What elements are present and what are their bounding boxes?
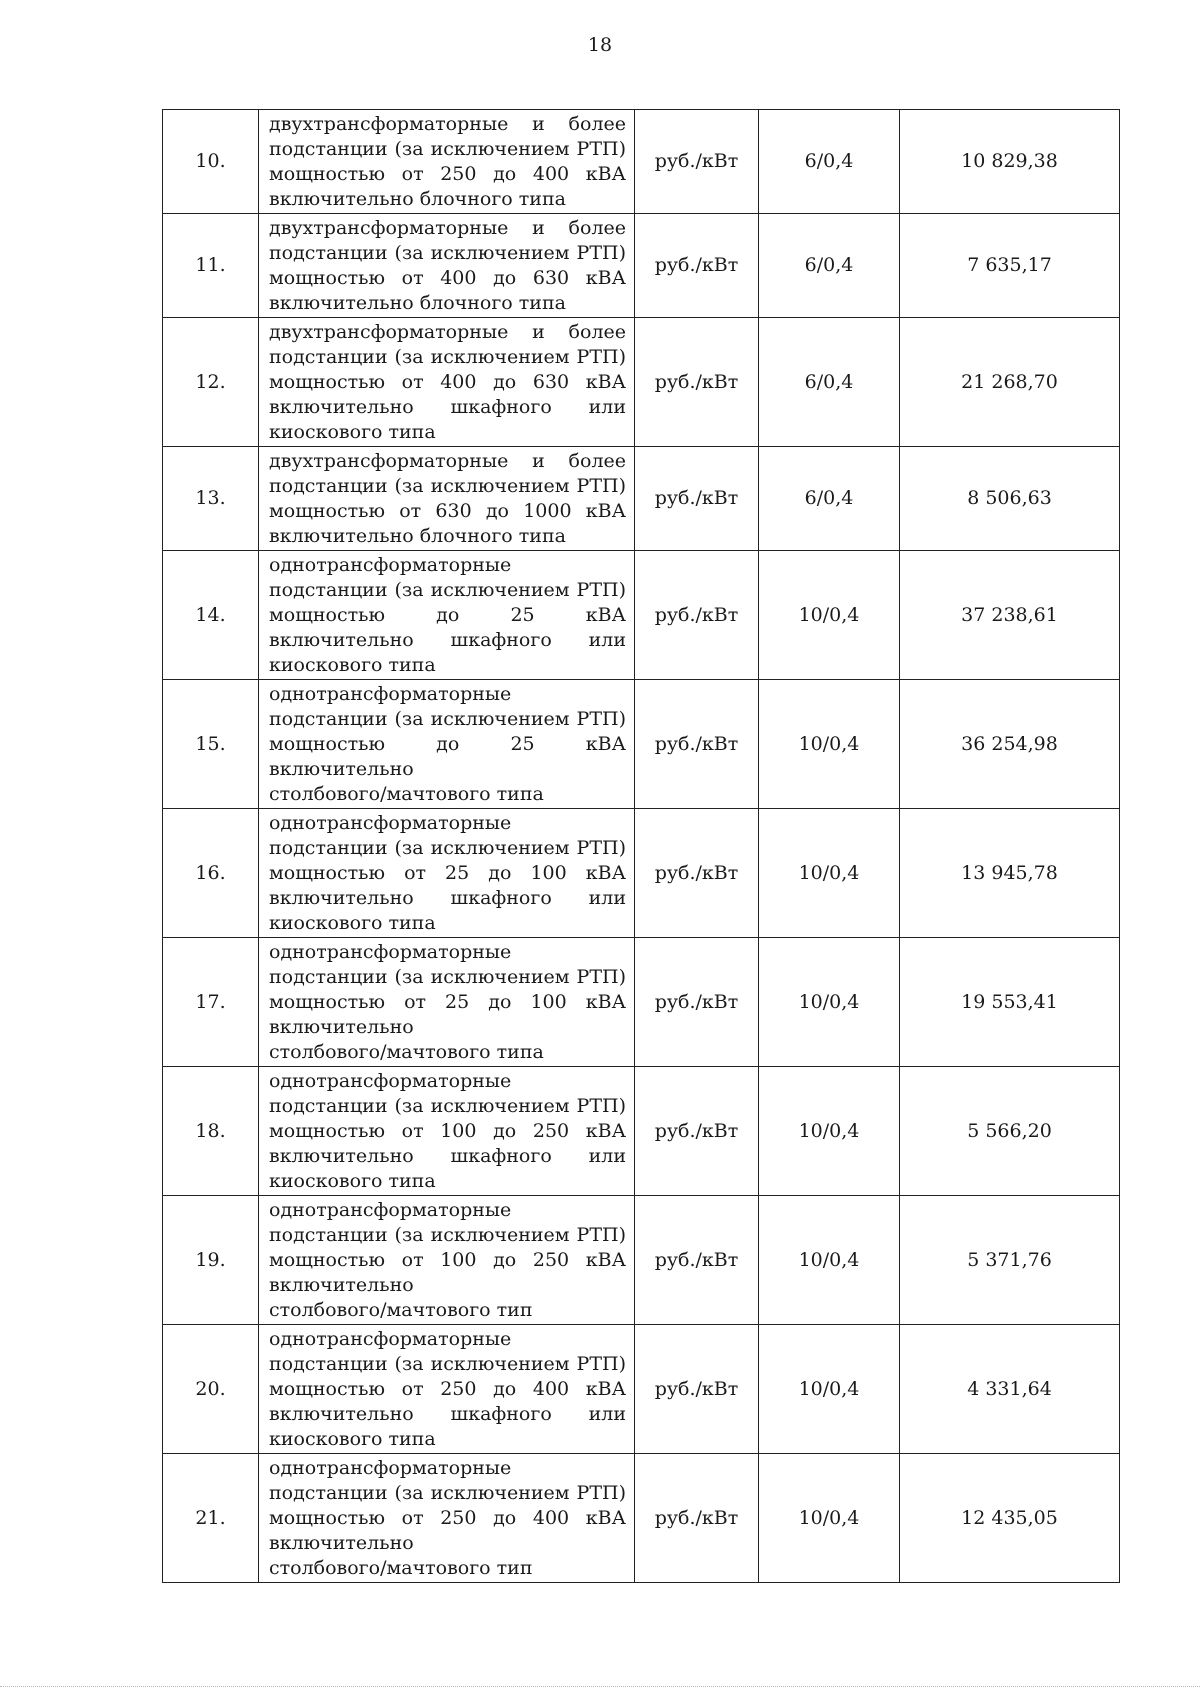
description-line: подстанции (за исключением РТП) — [269, 1223, 626, 1246]
row-description — [259, 1325, 635, 1454]
table-row — [163, 214, 1120, 318]
row-value: 5 566,20 — [900, 1067, 1120, 1196]
description-line: двухтрансформаторные и более — [269, 216, 626, 239]
row-number: 13. — [163, 447, 259, 551]
description-line: включительно шкафного или — [269, 1402, 626, 1425]
description-line: однотрансформаторные — [269, 1069, 512, 1092]
row-unit: руб./кВт — [635, 1454, 759, 1583]
row-number: 15. — [163, 680, 259, 809]
description-line: однотрансформаторные — [269, 940, 512, 963]
description-line: двухтрансформаторные и более — [269, 320, 626, 343]
row-voltage: 10/0,4 — [759, 938, 900, 1067]
table-row — [163, 809, 1120, 938]
description-line: включительно — [269, 1273, 414, 1296]
row-description — [259, 680, 635, 809]
description-line: киоскового типа — [269, 1169, 436, 1192]
row-value: 7 635,17 — [900, 214, 1120, 318]
row-number: 18. — [163, 1067, 259, 1196]
row-description — [259, 809, 635, 938]
row-number: 10. — [163, 110, 259, 214]
row-value: 19 553,41 — [900, 938, 1120, 1067]
row-number: 19. — [163, 1196, 259, 1325]
row-value: 12 435,05 — [900, 1454, 1120, 1583]
description-line: столбового/мачтового типа — [269, 1040, 544, 1063]
row-voltage: 10/0,4 — [759, 1196, 900, 1325]
description-line: однотрансформаторные — [269, 1198, 512, 1221]
description-line: мощностью до 25 кВА — [269, 603, 626, 626]
description-line: включительно — [269, 757, 414, 780]
table-row — [163, 1196, 1120, 1325]
row-number: 11. — [163, 214, 259, 318]
tariff-table-body — [163, 110, 1120, 1583]
description-line: мощностью от 100 до 250 кВА — [269, 1119, 626, 1142]
description-line: мощностью от 250 до 400 кВА — [269, 162, 626, 185]
description-line: мощностью от 25 до 100 кВА — [269, 990, 626, 1013]
description-line: подстанции (за исключением РТП) — [269, 241, 626, 264]
row-voltage: 6/0,4 — [759, 318, 900, 447]
row-description — [259, 447, 635, 551]
description-line: включительно шкафного или — [269, 1144, 626, 1167]
description-line: киоскового типа — [269, 911, 436, 934]
description-line: киоскового типа — [269, 1427, 436, 1450]
description-line: двухтрансформаторные и более — [269, 112, 626, 135]
row-value: 10 829,38 — [900, 110, 1120, 214]
description-line: мощностью от 250 до 400 кВА — [269, 1506, 626, 1529]
row-description — [259, 214, 635, 318]
description-line: подстанции (за исключением РТП) — [269, 1481, 626, 1504]
description-line: однотрансформаторные — [269, 553, 512, 576]
description-line: включительно блочного типа — [269, 291, 566, 314]
description-line: включительно шкафного или — [269, 628, 626, 651]
description-line: подстанции (за исключением РТП) — [269, 137, 626, 160]
row-voltage: 10/0,4 — [759, 551, 900, 680]
row-voltage: 10/0,4 — [759, 809, 900, 938]
row-unit: руб./кВт — [635, 551, 759, 680]
table-row — [163, 680, 1120, 809]
description-line: мощностью до 25 кВА — [269, 732, 626, 755]
row-value: 13 945,78 — [900, 809, 1120, 938]
table-row — [163, 1067, 1120, 1196]
description-line: однотрансформаторные — [269, 1327, 512, 1350]
description-line: включительно блочного типа — [269, 187, 566, 210]
description-line: киоскового типа — [269, 420, 436, 443]
row-unit: руб./кВт — [635, 680, 759, 809]
row-voltage: 6/0,4 — [759, 214, 900, 318]
row-unit: руб./кВт — [635, 1067, 759, 1196]
row-voltage: 10/0,4 — [759, 1067, 900, 1196]
description-line: включительно шкафного или — [269, 395, 626, 418]
page-number: 18 — [587, 34, 613, 56]
row-voltage: 10/0,4 — [759, 1454, 900, 1583]
row-description — [259, 110, 635, 214]
description-line: включительно — [269, 1015, 414, 1038]
description-line: однотрансформаторные — [269, 811, 512, 834]
description-line: однотрансформаторные — [269, 1456, 512, 1479]
description-line: однотрансформаторные — [269, 682, 512, 705]
description-line: мощностью от 400 до 630 кВА — [269, 266, 626, 289]
row-unit: руб./кВт — [635, 1325, 759, 1454]
row-value: 37 238,61 — [900, 551, 1120, 680]
description-line: столбового/мачтового тип — [269, 1298, 533, 1321]
table-row — [163, 110, 1120, 214]
row-unit: руб./кВт — [635, 1196, 759, 1325]
row-number: 14. — [163, 551, 259, 680]
row-unit: руб./кВт — [635, 447, 759, 551]
description-line: подстанции (за исключением РТП) — [269, 474, 626, 497]
table-row — [163, 1325, 1120, 1454]
description-line: мощностью от 25 до 100 кВА — [269, 861, 626, 884]
row-value: 36 254,98 — [900, 680, 1120, 809]
description-line: включительно блочного типа — [269, 524, 566, 547]
description-line: подстанции (за исключением РТП) — [269, 1094, 626, 1117]
row-description — [259, 318, 635, 447]
row-description — [259, 1454, 635, 1583]
row-unit: руб./кВт — [635, 809, 759, 938]
row-unit: руб./кВт — [635, 110, 759, 214]
description-line: мощностью от 400 до 630 кВА — [269, 370, 626, 393]
row-value: 21 268,70 — [900, 318, 1120, 447]
description-line: подстанции (за исключением РТП) — [269, 578, 626, 601]
table-row — [163, 938, 1120, 1067]
row-unit: руб./кВт — [635, 318, 759, 447]
row-description — [259, 1067, 635, 1196]
description-line: подстанции (за исключением РТП) — [269, 345, 626, 368]
description-line: включительно — [269, 1531, 414, 1554]
row-value: 5 371,76 — [900, 1196, 1120, 1325]
description-line: столбового/мачтового тип — [269, 1556, 533, 1579]
description-line: подстанции (за исключением РТП) — [269, 836, 626, 859]
table-row — [163, 447, 1120, 551]
row-voltage: 6/0,4 — [759, 110, 900, 214]
row-number: 20. — [163, 1325, 259, 1454]
description-line: включительно шкафного или — [269, 886, 626, 909]
table-row — [163, 318, 1120, 447]
description-line: подстанции (за исключением РТП) — [269, 1352, 626, 1375]
row-voltage: 6/0,4 — [759, 447, 900, 551]
row-number: 16. — [163, 809, 259, 938]
row-number: 17. — [163, 938, 259, 1067]
description-line: двухтрансформаторные и более — [269, 449, 626, 472]
description-line: мощностью от 630 до 1000 кВА — [269, 499, 626, 522]
row-voltage: 10/0,4 — [759, 1325, 900, 1454]
description-line: киоскового типа — [269, 653, 436, 676]
row-number: 12. — [163, 318, 259, 447]
description-line: подстанции (за исключением РТП) — [269, 965, 626, 988]
row-unit: руб./кВт — [635, 214, 759, 318]
tariff-table — [162, 109, 1120, 1583]
row-number: 21. — [163, 1454, 259, 1583]
table-row — [163, 551, 1120, 680]
row-description — [259, 1196, 635, 1325]
scan-edge-artifact — [0, 1686, 1200, 1689]
description-line: столбового/мачтового типа — [269, 782, 544, 805]
description-line: мощностью от 100 до 250 кВА — [269, 1248, 626, 1271]
row-description — [259, 938, 635, 1067]
row-voltage: 10/0,4 — [759, 680, 900, 809]
row-value: 4 331,64 — [900, 1325, 1120, 1454]
row-value: 8 506,63 — [900, 447, 1120, 551]
description-line: мощностью от 250 до 400 кВА — [269, 1377, 626, 1400]
row-description — [259, 551, 635, 680]
table-row — [163, 1454, 1120, 1583]
row-unit: руб./кВт — [635, 938, 759, 1067]
description-line: подстанции (за исключением РТП) — [269, 707, 626, 730]
